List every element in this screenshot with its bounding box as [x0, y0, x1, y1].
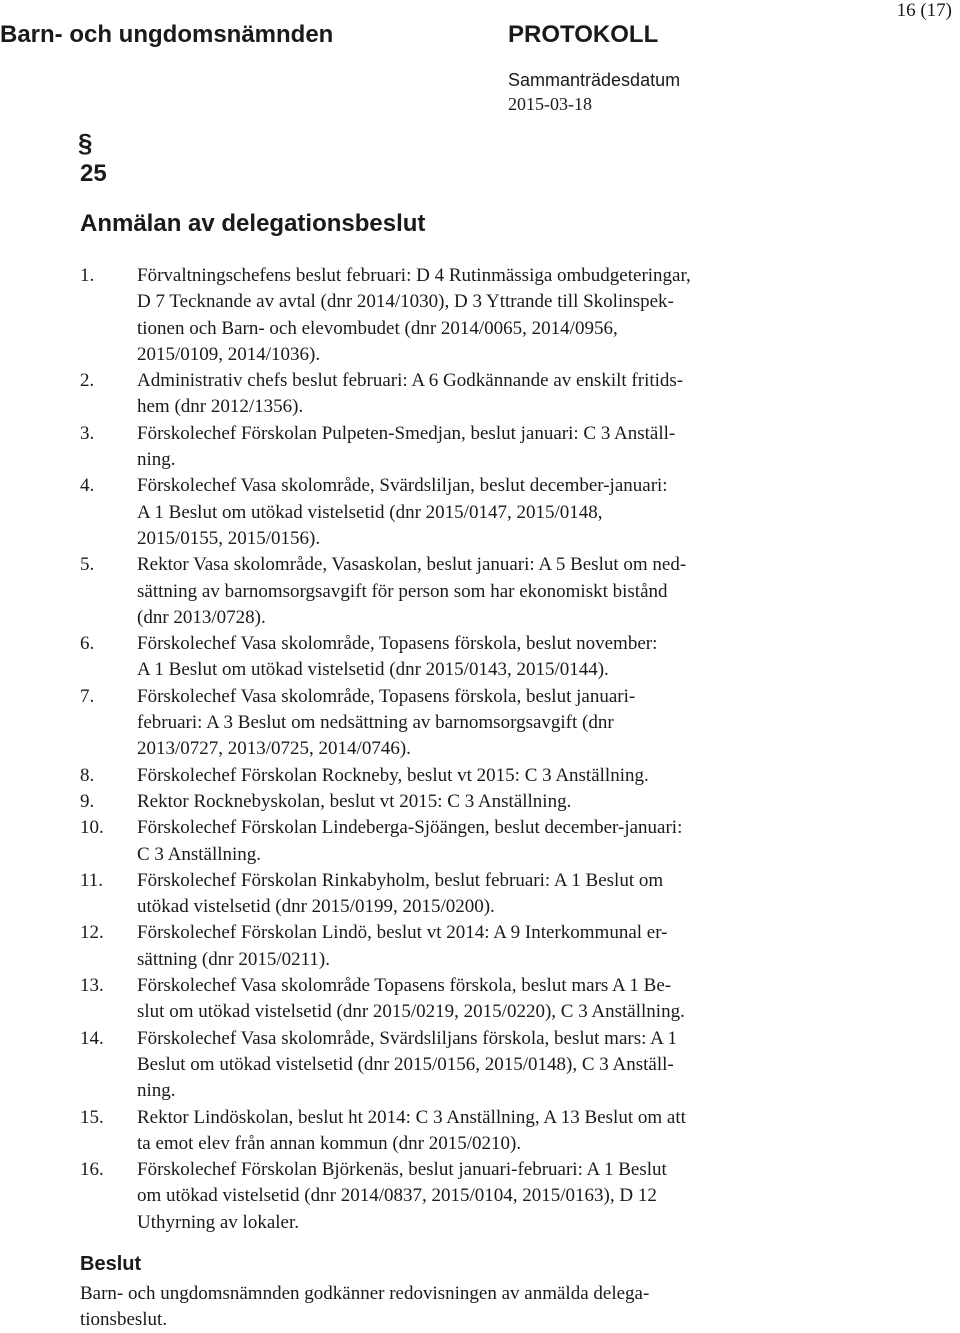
- list-item: [80, 263, 800, 368]
- list-item: [80, 631, 800, 684]
- list-item-text-line: Förskolechef Förskolan Rockneby, beslut vt 2015: C 3 Anställning.: [137, 764, 649, 786]
- list-item-text-line: Förvaltningschefens beslut februari: D 4 Rutinmässiga ombudgeteringar,: [137, 265, 691, 286]
- list-item-text-line: 2013/0727, 2013/0725, 2014/0746).: [137, 738, 411, 760]
- list-item-text-line: Förskolechef Vasa skolområde, Topasens förskola, beslut november:: [137, 633, 658, 655]
- list-item-text-line: slut om utökad vistelsetid (dnr 2015/0219, 2015/0220), C 3 Anställning.: [137, 1001, 685, 1023]
- list-item-text-line: (dnr 2013/0728).: [137, 606, 266, 628]
- list-item-number: 14.: [80, 1027, 104, 1049]
- list-item-text-line: Förskolechef Vasa skolområde, Svärdsliljans förskola, beslut mars: A 1: [137, 1027, 678, 1049]
- list-item-number: 3.: [80, 422, 95, 444]
- list-item-number: 10.: [80, 817, 104, 839]
- list-item-number: 9.: [80, 790, 95, 812]
- list-item-text-line: sättning av barnomsorgsavgift för person som har ekonomiskt bistånd: [137, 580, 668, 602]
- list-item-text-line: Rektor Rocknebyskolan, beslut vt 2015: C 3 Anställning.: [137, 790, 572, 812]
- list-item-text-line: C 3 Anställning.: [137, 843, 262, 865]
- list-item-number: 2.: [80, 370, 95, 392]
- meeting-date-label: Sammanträdesdatum: [508, 70, 681, 90]
- list-item-text-line: utökad vistelsetid (dnr 2015/0199, 2015/0200).: [137, 896, 495, 918]
- list-item: [80, 789, 800, 815]
- list-item-text-line: A 1 Beslut om utökad vistelsetid (dnr 2015/0147, 2015/0148,: [137, 501, 603, 523]
- decision-text-line: Barn- och ungdomsnämnden godkänner redovisningen av anmälda delega-: [80, 1283, 650, 1304]
- list-item-number: 13.: [80, 975, 104, 997]
- list-item-number: 8.: [80, 764, 95, 786]
- list-item-text-line: Förskolechef Förskolan Pulpeten-Smedjan, beslut januari: C 3 Anställ-: [137, 422, 676, 444]
- delegation-decision-list: [80, 263, 800, 1236]
- list-item-text-line: ta emot elev från annan kommun (dnr 2015/0210).: [137, 1132, 522, 1154]
- list-item-number: 6.: [80, 633, 95, 655]
- list-item-text-line: Administrativ chefs beslut februari: A 6 Godkännande av enskilt fritids-: [137, 370, 684, 392]
- list-item-text-line: ning.: [137, 449, 176, 471]
- list-item: [80, 815, 800, 868]
- list-item-text-line: Förskolechef Vasa skolområde, Svärdsliljan, beslut december-januari:: [137, 475, 668, 497]
- list-item-number: 16.: [80, 1159, 104, 1181]
- decision-heading: Beslut: [80, 1253, 142, 1275]
- list-item-text-line: 2015/0109, 2014/1036).: [137, 343, 321, 365]
- list-item-text-line: D 7 Tecknande av avtal (dnr 2014/1030), D 3 Yttrande till Skolinspek-: [137, 291, 674, 313]
- list-item-number: 1.: [80, 265, 95, 286]
- list-item-text-line: Förskolechef Förskolan Björkenäs, beslut januari-februari: A 1 Beslut: [137, 1159, 667, 1181]
- list-item-text-line: Förskolechef Förskolan Lindö, beslut vt 2014: A 9 Interkommunal er-: [137, 922, 668, 944]
- list-item-number: 11.: [80, 869, 104, 891]
- list-item: [80, 1026, 800, 1105]
- decision-text-line: tionsbeslut.: [80, 1309, 168, 1330]
- list-item-text-line: Förskolechef Vasa skolområde, Topasens förskola, beslut januari-: [137, 685, 636, 707]
- list-item-text-line: A 1 Beslut om utökad vistelsetid (dnr 2015/0143, 2015/0144).: [137, 659, 609, 681]
- list-item: [80, 552, 800, 631]
- document-type: PROTOKOLL: [508, 21, 659, 48]
- list-item-text-line: Rektor Vasa skolområde, Vasaskolan, beslut januari: A 5 Beslut om ned-: [137, 554, 687, 576]
- page-number: 16 (17): [896, 0, 952, 21]
- list-item: [80, 473, 800, 552]
- list-item-text-line: sättning (dnr 2015/0211).: [137, 948, 330, 970]
- list-item-text-line: 2015/0155, 2015/0156).: [137, 527, 321, 549]
- list-item-text-line: Uthyrning av lokaler.: [137, 1211, 299, 1233]
- list-item-text-line: tionen och Barn- och elevombudet (dnr 2014/0065, 2014/0956,: [137, 317, 618, 339]
- list-item-number: 7.: [80, 685, 95, 707]
- list-item: [80, 1157, 800, 1236]
- list-item: [80, 868, 800, 921]
- list-item: [80, 421, 800, 474]
- list-item: [80, 920, 800, 973]
- section-title: Anmälan av delegationsbeslut: [80, 210, 426, 237]
- list-item-text-line: Förskolechef Förskolan Rinkabyholm, beslut februari: A 1 Beslut om: [137, 869, 664, 891]
- list-item-text-line: Beslut om utökad vistelsetid (dnr 2015/0156, 2015/0148), C 3 Anställ-: [137, 1053, 674, 1075]
- paragraph-sign: §: [78, 128, 93, 158]
- list-item: [80, 368, 800, 421]
- decision-text: [80, 1281, 780, 1333]
- list-item: [80, 973, 800, 1026]
- paragraph-number: 25: [80, 160, 107, 187]
- list-item-text-line: Förskolechef Vasa skolområde Topasens förskola, beslut mars A 1 Be-: [137, 975, 672, 997]
- list-item: [80, 684, 800, 763]
- list-item: [80, 763, 800, 789]
- list-item-number: 5.: [80, 554, 95, 576]
- list-item-number: 4.: [80, 475, 95, 497]
- list-item-text-line: hem (dnr 2012/1356).: [137, 396, 304, 418]
- list-item-number: 15.: [80, 1106, 104, 1128]
- meeting-date: 2015-03-18: [508, 94, 592, 114]
- list-item-text-line: Förskolechef Förskolan Lindeberga-Sjöängen, beslut december-januari:: [137, 817, 683, 839]
- list-item-number: 12.: [80, 922, 104, 944]
- list-item-text-line: om utökad vistelsetid (dnr 2014/0837, 2015/0104, 2015/0163), D 12: [137, 1185, 657, 1207]
- list-item-text-line: Rektor Lindöskolan, beslut ht 2014: C 3 Anställning, A 13 Beslut om att: [137, 1106, 686, 1128]
- list-item: [80, 1105, 800, 1158]
- list-item-text-line: ning.: [137, 1080, 176, 1102]
- committee-name: Barn- och ungdomsnämnden: [0, 21, 334, 48]
- list-item-text-line: februari: A 3 Beslut om nedsättning av barnomsorgsavgift (dnr: [137, 712, 614, 734]
